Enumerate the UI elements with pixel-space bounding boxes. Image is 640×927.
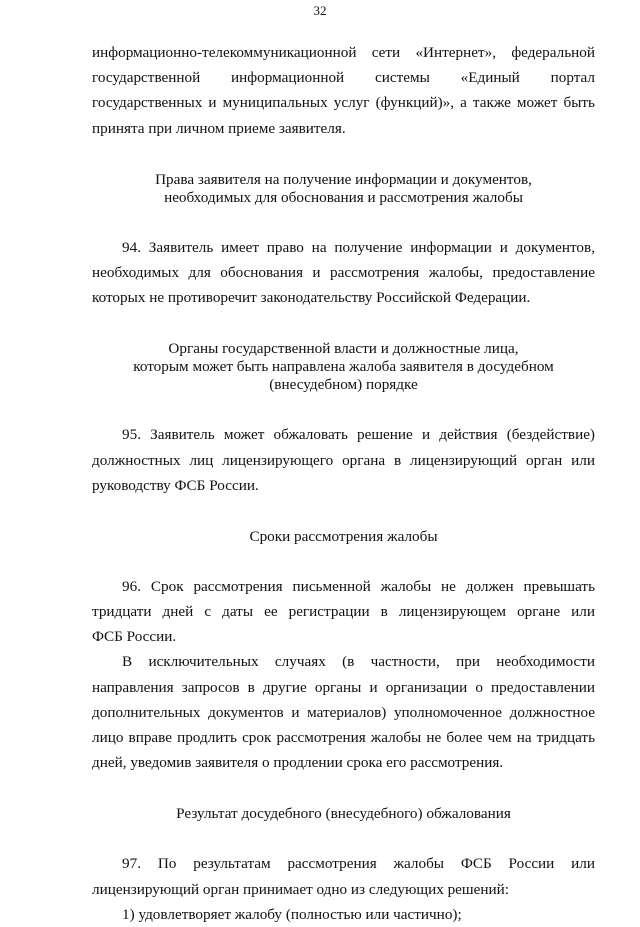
paragraph-intro [92, 40, 595, 141]
heading-line: (внесудебном) порядке [269, 376, 418, 394]
text-line: информационно-телекоммуникационной сети «Интернет», федеральной [92, 44, 595, 61]
text-line: дополнительных документов и материалов) уполномоченное должностное [92, 703, 595, 721]
text-line: лицензирующий орган принимает одно из следующих решений: [92, 880, 509, 898]
heading-line: необходимых для обоснования и рассмотрения жалобы [164, 188, 523, 206]
heading-line: Результат досудебного (внесудебного) обжалования [176, 805, 511, 823]
text-line: необходимых для обоснования и рассмотрения жалобы, предоставление [92, 263, 595, 281]
section-heading-bodies [92, 340, 595, 394]
page-number: 32 [313, 3, 327, 18]
text-line: дней, уведомив заявителя о продлении срока его рассмотрения. [92, 754, 504, 772]
heading-line: которым может быть направлена жалоба заявителя в досудебном [133, 358, 554, 376]
text-line: должностных лиц лицензирующего органа в лицензирующий орган или [92, 451, 595, 469]
section-heading-result [92, 805, 595, 823]
heading-line: Права заявителя на получение информации и документов, [155, 170, 532, 188]
paragraph-95 [92, 422, 595, 498]
heading-line: Сроки рассмотрения жалобы [249, 527, 438, 545]
text-line: направления запросов в другие органы и организации о предоставлении [92, 678, 595, 696]
text-line: государственной информационной системы «Единый портал [92, 69, 595, 87]
document-body [92, 40, 595, 927]
text-line: принята при личном приеме заявителя. [92, 119, 346, 137]
text-line: которых не противоречит законодательству Российской Федерации. [92, 289, 531, 307]
paragraph-96 [92, 574, 595, 650]
heading-line: Органы государственной власти и должностные лица, [168, 340, 519, 358]
text-line: 97. По результатам рассмотрения жалобы ФСБ России или [122, 855, 595, 873]
text-line: 1) удовлетворяет жалобу (полностью или частично); [122, 905, 462, 923]
text-line: тридцати дней с даты ее регистрации в лицензирующем органе или [92, 603, 595, 621]
text-line: руководству ФСБ России. [92, 476, 259, 494]
paragraph-97 [92, 851, 595, 927]
section-heading-rights [92, 171, 595, 207]
paragraph-94 [92, 235, 595, 311]
text-line: 96. Срок рассмотрения письменной жалобы не должен превышать [122, 577, 595, 595]
text-line: государственных и муниципальных услуг (функций)», а также может быть [92, 94, 595, 112]
text-line: В исключительных случаях (в частности, при необходимости [122, 653, 595, 671]
paragraph-96-extension [92, 649, 595, 775]
section-heading-terms [92, 528, 595, 546]
text-line: 95. Заявитель может обжаловать решение и действия (бездействие) [122, 426, 595, 444]
text-line: ФСБ России. [92, 628, 177, 646]
text-line: 94. Заявитель имеет право на получение информации и документов, [122, 238, 595, 256]
text-line: лицо вправе продлить срок рассмотрения жалобы не более чем на тридцать [92, 729, 595, 746]
